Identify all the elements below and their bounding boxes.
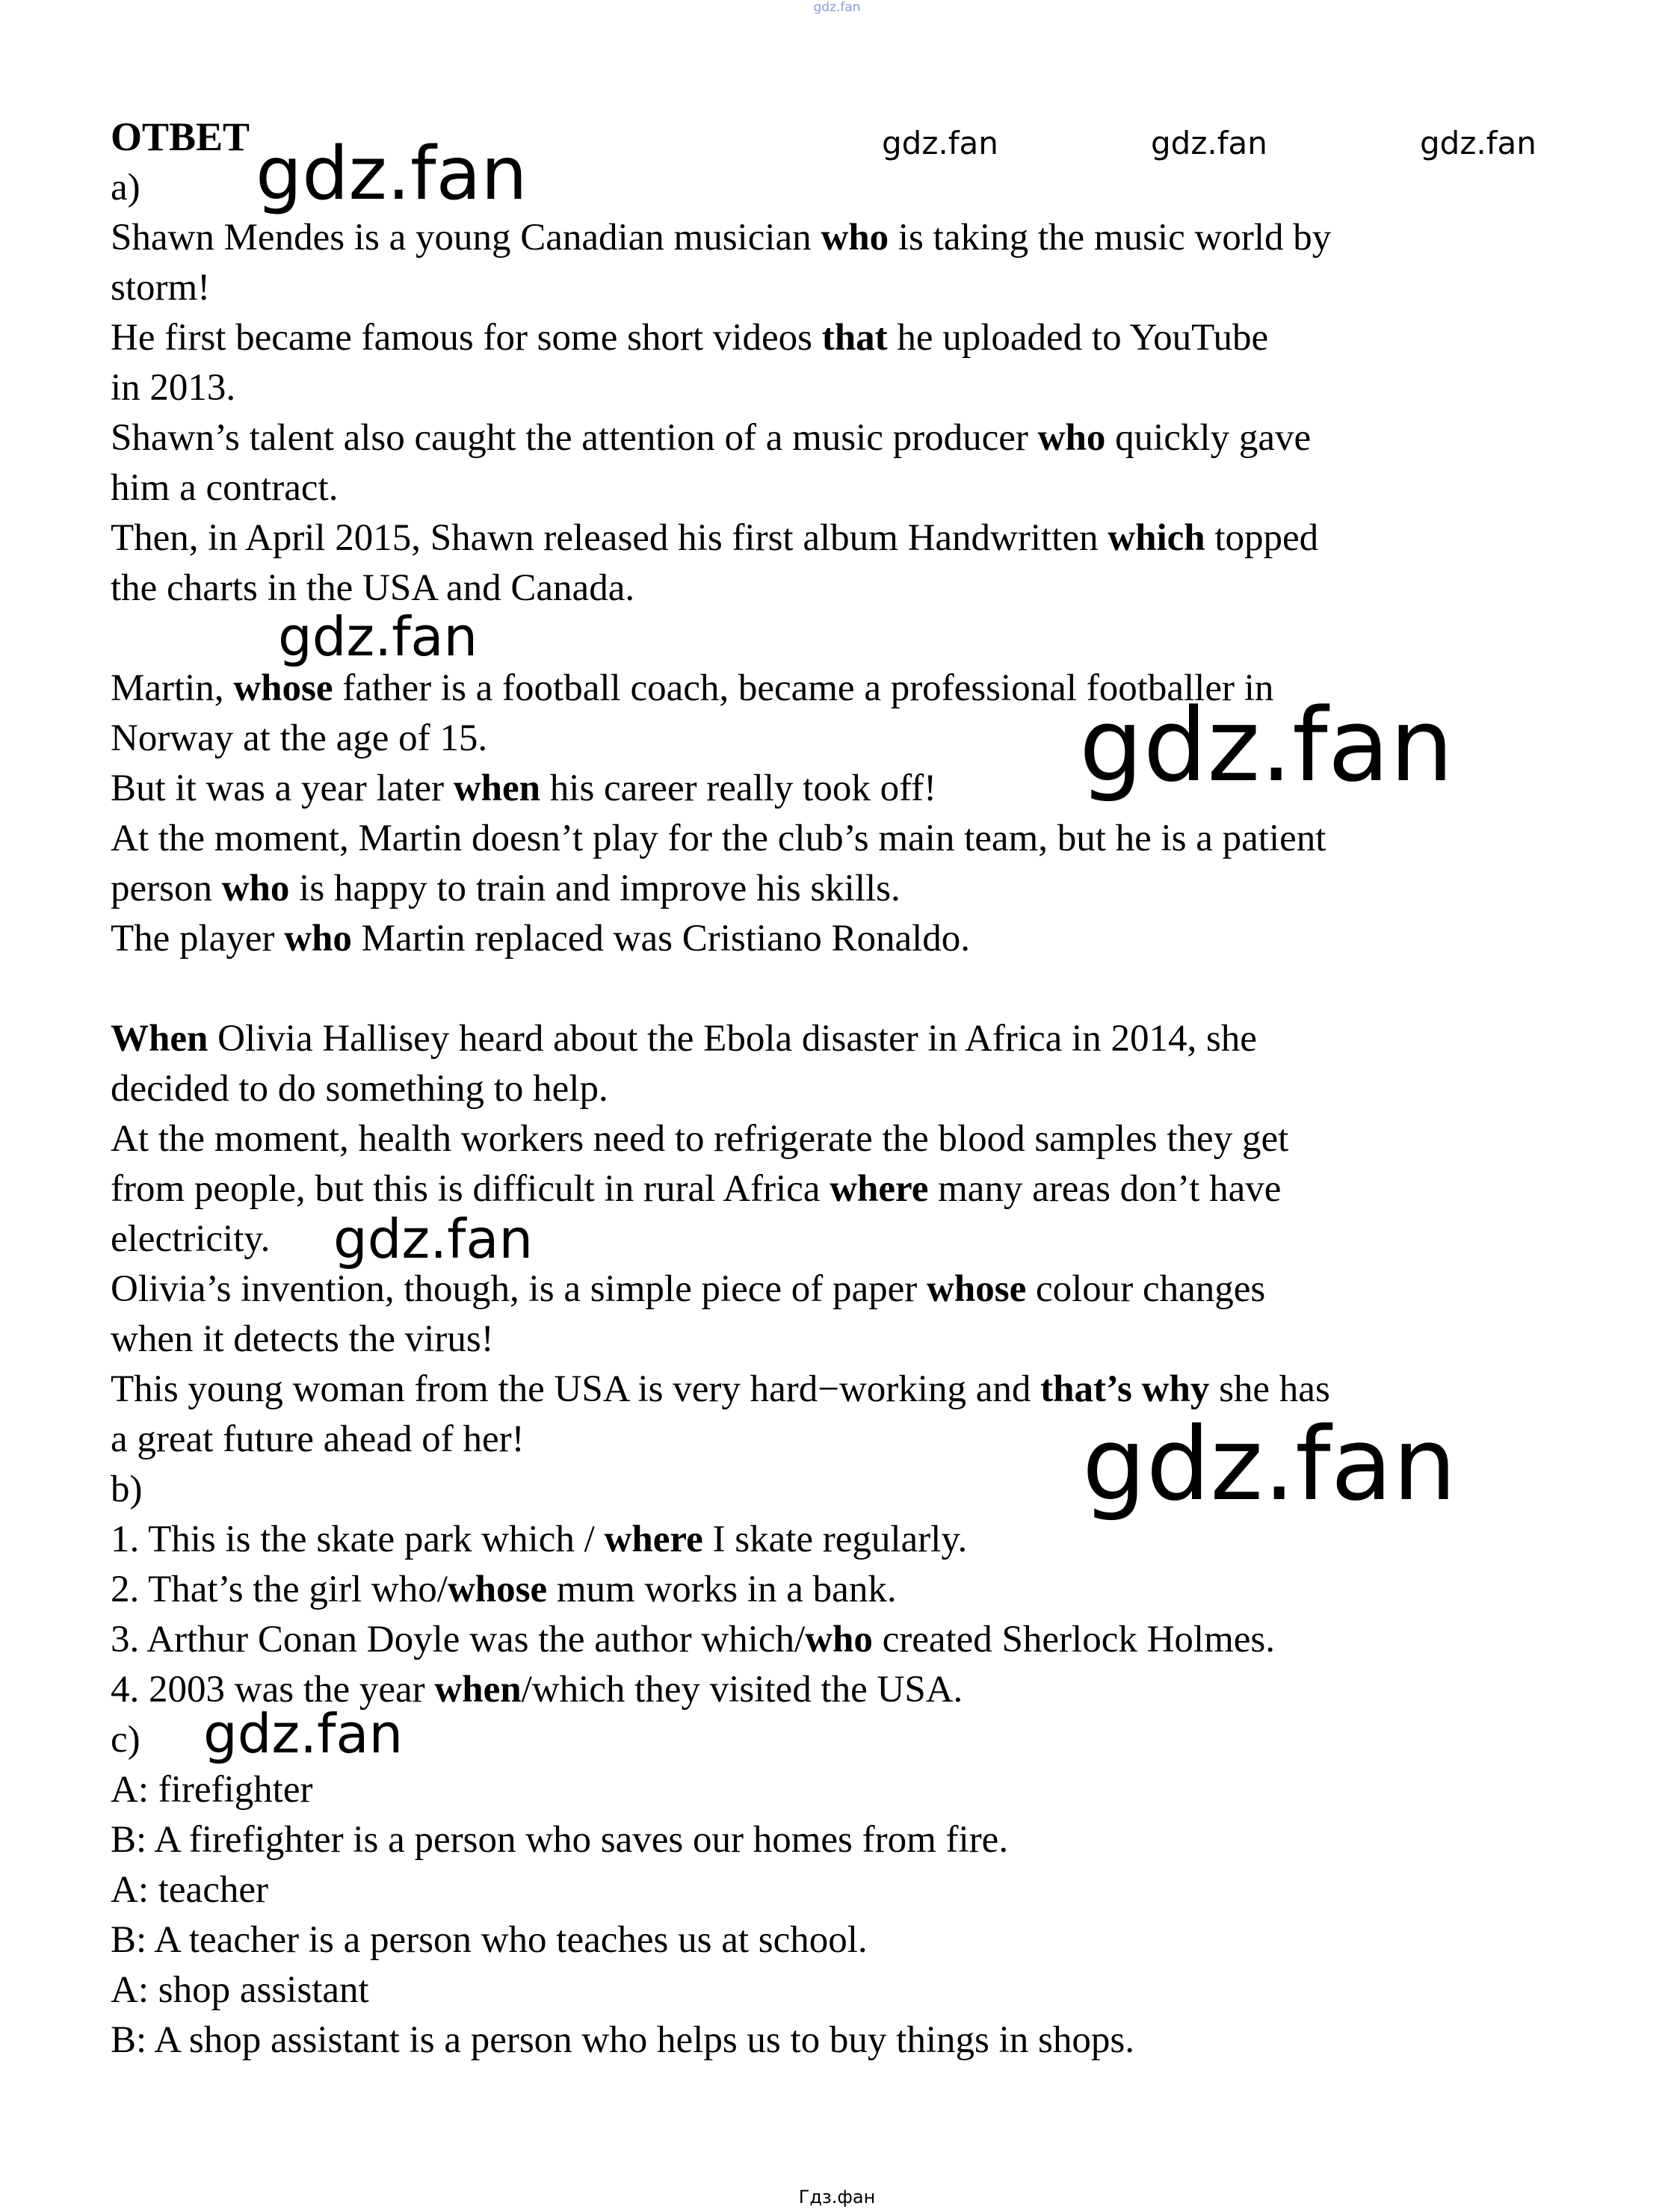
answer-word: When xyxy=(111,1018,209,1060)
spacer xyxy=(111,964,1575,1014)
dialogue-line: B: A firefighter is a person who saves our homes from fire. xyxy=(111,1819,1009,1861)
text-line: Olivia’s invention, though, is a simple piece of paper whose colour changes xyxy=(111,1268,1266,1310)
section-label-c: c) xyxy=(111,1719,140,1761)
watermark: gdz.fan xyxy=(278,605,478,668)
answer-word: where xyxy=(830,1168,929,1210)
list-item: 1. This is the skate park which / where I skate regularly. xyxy=(111,1519,968,1560)
answer-word: who xyxy=(1037,417,1106,459)
section-label-b: b) xyxy=(111,1468,143,1510)
text-line: him a contract. xyxy=(111,467,339,509)
text-line: a great future ahead of her! xyxy=(111,1418,525,1460)
text-line: storm! xyxy=(111,267,211,309)
dialogue-line: B: A teacher is a person who teaches us at school. xyxy=(111,1919,868,1961)
watermark: gdz.fan xyxy=(203,1702,404,1765)
text-line: in 2013. xyxy=(111,367,236,409)
text-line: This young woman from the USA is very hard−working and that’s why she has xyxy=(111,1368,1330,1410)
watermark: gdz.fan xyxy=(333,1208,534,1270)
olivia-paragraph xyxy=(111,1014,1575,1465)
text-line: the charts in the USA and Canada. xyxy=(111,567,635,609)
answer-word: who xyxy=(221,868,290,909)
text-line: When Olivia Hallisey heard about the Ebola disaster in Africa in 2014, she xyxy=(111,1018,1257,1060)
text-line: At the moment, health workers need to refrigerate the blood samples they get xyxy=(111,1118,1289,1160)
watermark: gdz.fan xyxy=(1082,1406,1457,1523)
answer-word: whose xyxy=(447,1569,548,1610)
answer-word: whose xyxy=(233,667,333,709)
list-item: 3. Arthur Conan Doyle was the author which/who created Sherlock Holmes. xyxy=(111,1619,1275,1660)
text-line: The player who Martin replaced was Cristiano Ronaldo. xyxy=(111,918,971,960)
page-title: ОТВЕТ xyxy=(111,114,250,159)
answer-word: who xyxy=(284,918,352,960)
text-line: Shawn’s talent also caught the attention of a music producer who quickly gave xyxy=(111,417,1312,459)
list-item: 4. 2003 was the year when/which they visited the USA. xyxy=(111,1669,963,1711)
answer-word: who xyxy=(821,217,889,259)
watermark: gdz.fan xyxy=(256,132,528,217)
shawn-paragraph xyxy=(111,213,1575,614)
text-line: Shawn Mendes is a young Canadian musician who is taking the music world by xyxy=(111,217,1332,259)
text-line: person who is happy to train and improve his skills. xyxy=(111,868,901,909)
dialogue-line: A: shop assistant xyxy=(111,1969,369,2011)
exercise-c-dialogue xyxy=(111,1765,1575,2066)
header-watermark: gdz.fan xyxy=(882,125,998,161)
text-line: Martin, whose father is a football coach, became a professional footballer in xyxy=(111,667,1274,709)
text-line: Norway at the age of 15. xyxy=(111,717,488,759)
text-line: Then, in April 2015, Shawn released his first album Handwritten which topped xyxy=(111,517,1319,559)
dialogue-line: A: teacher xyxy=(111,1869,268,1911)
dialogue-line: B: A shop assistant is a person who helps us to buy things in shops. xyxy=(111,2019,1134,2061)
answer-word: which xyxy=(1108,517,1205,559)
list-item: 2. That’s the girl who/whose mum works in a bank. xyxy=(111,1569,897,1610)
header-watermark: gdz.fan xyxy=(1151,125,1267,161)
watermark: gdz.fan xyxy=(1079,687,1454,804)
dialogue-line: A: firefighter xyxy=(111,1769,313,1811)
exercise-b-list xyxy=(111,1515,1575,1715)
text-line: He first became famous for some short videos that he uploaded to YouTube xyxy=(111,317,1269,359)
answer-word: when xyxy=(453,767,541,809)
top-watermark: gdz.fan xyxy=(813,0,861,15)
text-line: decided to do something to help. xyxy=(111,1068,608,1110)
header-watermark: gdz.fan xyxy=(1420,125,1536,161)
footer-watermark: Гдз.фан xyxy=(798,2187,876,2208)
answer-word: that xyxy=(821,317,888,359)
answer-word: whose xyxy=(927,1268,1027,1310)
answer-word: where xyxy=(604,1519,703,1560)
answer-word: who xyxy=(805,1619,873,1660)
section-label-a: a) xyxy=(111,167,140,208)
text-line: from people, but this is difficult in rural Africa where many areas don’t have xyxy=(111,1168,1282,1210)
text-line: when it detects the virus! xyxy=(111,1318,494,1360)
text-line: electricity. xyxy=(111,1218,271,1260)
answer-word: that’s why xyxy=(1040,1368,1210,1410)
answer-content xyxy=(111,163,1575,2066)
text-line: But it was a year later when his career really took off! xyxy=(111,767,937,809)
text-line: At the moment, Martin doesn’t play for the club’s main team, but he is a patient xyxy=(111,818,1326,859)
answer-word: when xyxy=(434,1669,522,1711)
